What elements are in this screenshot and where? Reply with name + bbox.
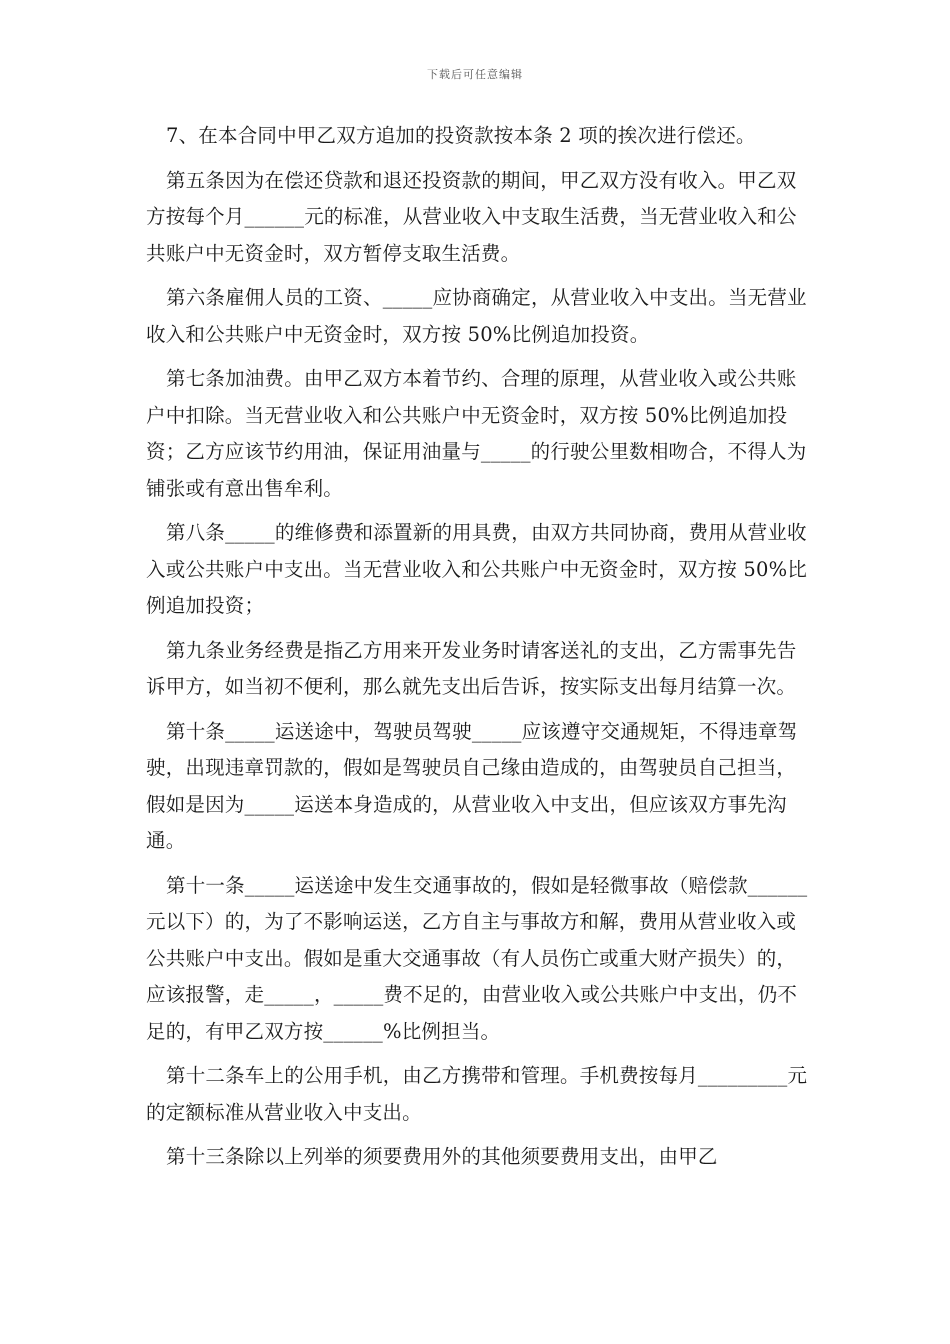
document-body: [146, 118, 814, 1184]
paragraph-article-5: 第五条因为在偿还贷款和退还投资款的期间，甲乙双方没有收入。甲乙双方按每个月______元的标准，从营业收入中支取生活费，当无营业收入和公共账户中无资金时，双方暂停支取生活费。: [146, 168, 797, 265]
paragraph-article-9: 第九条业务经费是指乙方用来开发业务时请客送礼的支出，乙方需事先告诉甲方，如当初不便利，那么就先支出后告诉，按实际支出每月结算一次。: [146, 638, 797, 698]
paragraph-article-11: 第十一条_____运送途中发生交通事故的，假如是轻微事故（赔偿款______元以下）的，为了不影响运送，乙方自主与事故方和解，费用从营业收入或公共账户中支出。假如是重大交通事故（有人员伤亡或重大财产损失）的，应该报警，走_____，_____费不足的，由营业收入或公共账户中支出，仍不足的，有甲乙双方按______%比例担当。: [146, 873, 808, 1043]
paragraph-article-7: 第七条加油费。由甲乙双方本着节约、合理的原理，从营业收入或公共账户中扣除。当无营业收入和公共账户中无资金时，双方按 50%比例追加投资；乙方应该节约用油，保证用油量与_____的行驶公里数相吻合，不得人为铺张或有意出售牟利。: [146, 367, 807, 500]
paragraph-article-8: 第八条_____的维修费和添置新的用具费，由双方共同协商，费用从营业收入或公共账户中支出。当无营业收入和公共账户中无资金时，双方按 50%比例追加投资；: [146, 521, 808, 617]
paragraph-article-6: 第六条雇佣人员的工资、_____应协商确定，从营业收入中支出。当无营业收入和公共账户中无资金时，双方按 50%比例追加投资。: [146, 286, 807, 346]
paragraph-article-12: 第十二条车上的公用手机，由乙方携带和管理。手机费按每月_________元的定额标准从营业收入中支出。: [146, 1064, 808, 1124]
page-header: 下载后可任意编辑: [427, 68, 523, 81]
paragraph-clause-7: 7、在本合同中甲乙双方追加的投资款按本条 2 项的挨次进行偿还。: [166, 124, 756, 147]
paragraph-article-10: 第十条_____运送途中，驾驶员驾驶_____应该遵守交通规矩，不得违章驾驶，出现违章罚款的，假如是驾驶员自己缘由造成的，由驾驶员自己担当，假如是因为_____运送本身造成的，从营业收入中支出，但应该双方事先沟通。: [146, 719, 798, 852]
paragraph-article-13: 第十三条除以上列举的须要费用外的其他须要费用支出，由甲乙: [166, 1145, 718, 1168]
